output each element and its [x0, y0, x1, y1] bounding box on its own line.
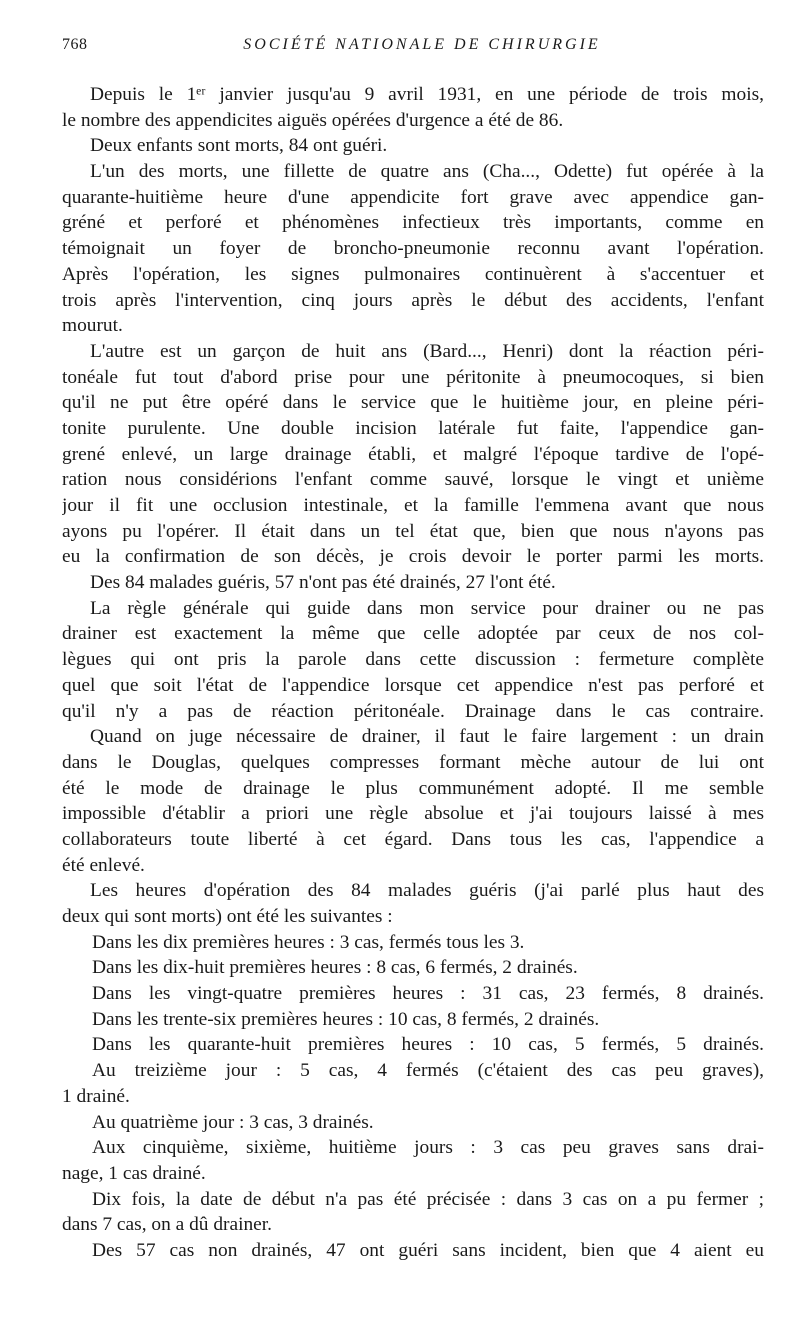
page-header	[62, 36, 762, 62]
text-line: Deux enfants sont morts, 84 ont guéri.	[90, 135, 388, 157]
text-line: dans le Douglas, quelques compresses formant mèche autour de lui ont	[62, 751, 764, 773]
running-head: SOCIÉTÉ NATIONALE DE CHIRURGIE	[243, 36, 601, 53]
text-line: Au quatrième jour : 3 cas, 3 drainés.	[92, 1111, 374, 1133]
text-line: ration nous considérions l'enfant comme sauvé, lorsque le vingt et unième	[62, 469, 764, 491]
text-line: Dans les vingt-quatre premières heures : 31 cas, 23 fermés, 8 drainés.	[92, 983, 764, 1005]
text-line: qu'il ne put être opéré dans le service que le huitième jour, en pleine péri-	[62, 392, 764, 414]
text-line: L'un des morts, une fillette de quatre ans (Cha..., Odette) fut opérée à la	[90, 161, 764, 183]
text-line: Aux cinquième, sixième, huitième jours : 3 cas peu graves sans drai-	[92, 1137, 764, 1159]
page-number: 768	[62, 36, 88, 53]
text-line: Dans les dix-huit premières heures : 8 cas, 6 fermés, 2 drainés.	[92, 957, 578, 979]
text-line: Des 84 malades guéris, 57 n'ont pas été drainés, 27 l'ont été.	[90, 572, 556, 594]
text-line: quel que soit l'état de l'appendice lorsque cet appendice n'est pas perforé et	[62, 674, 764, 696]
text-line: Après l'opération, les signes pulmonaires continuèrent à s'accentuer et	[62, 263, 764, 285]
text-line: mourut.	[62, 315, 123, 337]
text-line: Les heures d'opération des 84 malades guéris (j'ai parlé plus haut des	[90, 880, 764, 902]
text-line: Quand on juge nécessaire de drainer, il faut le faire largement : un drain	[90, 726, 764, 748]
body-text	[62, 82, 764, 1264]
text-line: lègues qui ont pris la parole dans cette discussion : fermeture complète	[62, 649, 764, 671]
text-line: L'autre est un garçon de huit ans (Bard..., Henri) dont la réaction péri-	[90, 340, 764, 362]
text-line: eu la confirmation de son décès, je crois devoir le porter parmi les morts.	[62, 546, 764, 568]
text-line: Dans les trente-six premières heures : 10 cas, 8 fermés, 2 drainés.	[92, 1008, 600, 1030]
text-line: Dix fois, la date de début n'a pas été précisée : dans 3 cas on a pu fermer ;	[92, 1188, 764, 1210]
text-line: 1 drainé.	[62, 1085, 130, 1107]
text-line: trois après l'intervention, cinq jours après le début des accidents, l'enfant	[62, 289, 764, 311]
text-line: grené enlevé, un large drainage établi, et malgré l'époque tardive de l'opé-	[62, 443, 764, 465]
text-line: été enlevé.	[62, 854, 145, 876]
text-line: qu'il n'y a pas de réaction péritonéale. Drainage dans le cas contraire.	[62, 700, 764, 722]
text-line: Dans les quarante-huit premières heures : 10 cas, 5 fermés, 5 drainés.	[92, 1034, 764, 1056]
text-line: Dans les dix premières heures : 3 cas, fermés tous les 3.	[92, 931, 525, 953]
text-line: Des 57 cas non drainés, 47 ont guéri sans incident, bien que 4 aient eu	[92, 1239, 764, 1261]
text-line: tonéale fut tout d'abord prise pour une péritonite à pneumocoques, si bien	[62, 366, 764, 388]
text-line: tonite purulente. Une double incision latérale fut faite, l'appendice gan-	[62, 417, 764, 439]
text-line: été le mode de drainage le plus communément adopté. Il me semble	[62, 777, 764, 799]
text-line: témoignait un foyer de broncho-pneumonie reconnu avant l'opération.	[62, 238, 764, 260]
text-line: impossible d'établir a priori une règle absolue et j'ai toujours laissé à mes	[62, 803, 764, 825]
text-line: le nombre des appendicites aiguës opérées d'urgence a été de 86.	[62, 109, 564, 131]
text-line: gréné et perforé et phénomènes infectieux très importants, comme en	[62, 212, 764, 234]
text-line: dans 7 cas, on a dû drainer.	[62, 1214, 273, 1236]
text-line: La règle générale qui guide dans mon service pour drainer ou ne pas	[90, 597, 764, 619]
text-line: deux qui sont morts) ont été les suivantes :	[62, 906, 393, 927]
text-line: Au treizième jour : 5 cas, 4 fermés (c'étaient des cas peu graves),	[92, 1060, 764, 1082]
text-line: nage, 1 cas drainé.	[62, 1162, 206, 1184]
text-line: ayons pu l'opérer. Il était dans un tel état que, bien que nous n'ayons pas	[62, 520, 764, 542]
text-line: collaborateurs toute liberté à cet égard. Dans tous les cas, l'appendice a	[62, 828, 764, 850]
text-line: quarante-huitième heure d'une appendicite fort grave avec appendice gan-	[62, 186, 764, 208]
text-line: drainer est exactement la même que celle adoptée par ceux de nos col-	[62, 623, 764, 645]
text-line: jour il fit une occlusion intestinale, et la famille l'emmena avant que nous	[62, 495, 764, 516]
text-line: Depuis le 1ᵉʳ janvier jusqu'au 9 avril 1931, en une période de trois mois,	[90, 84, 764, 105]
